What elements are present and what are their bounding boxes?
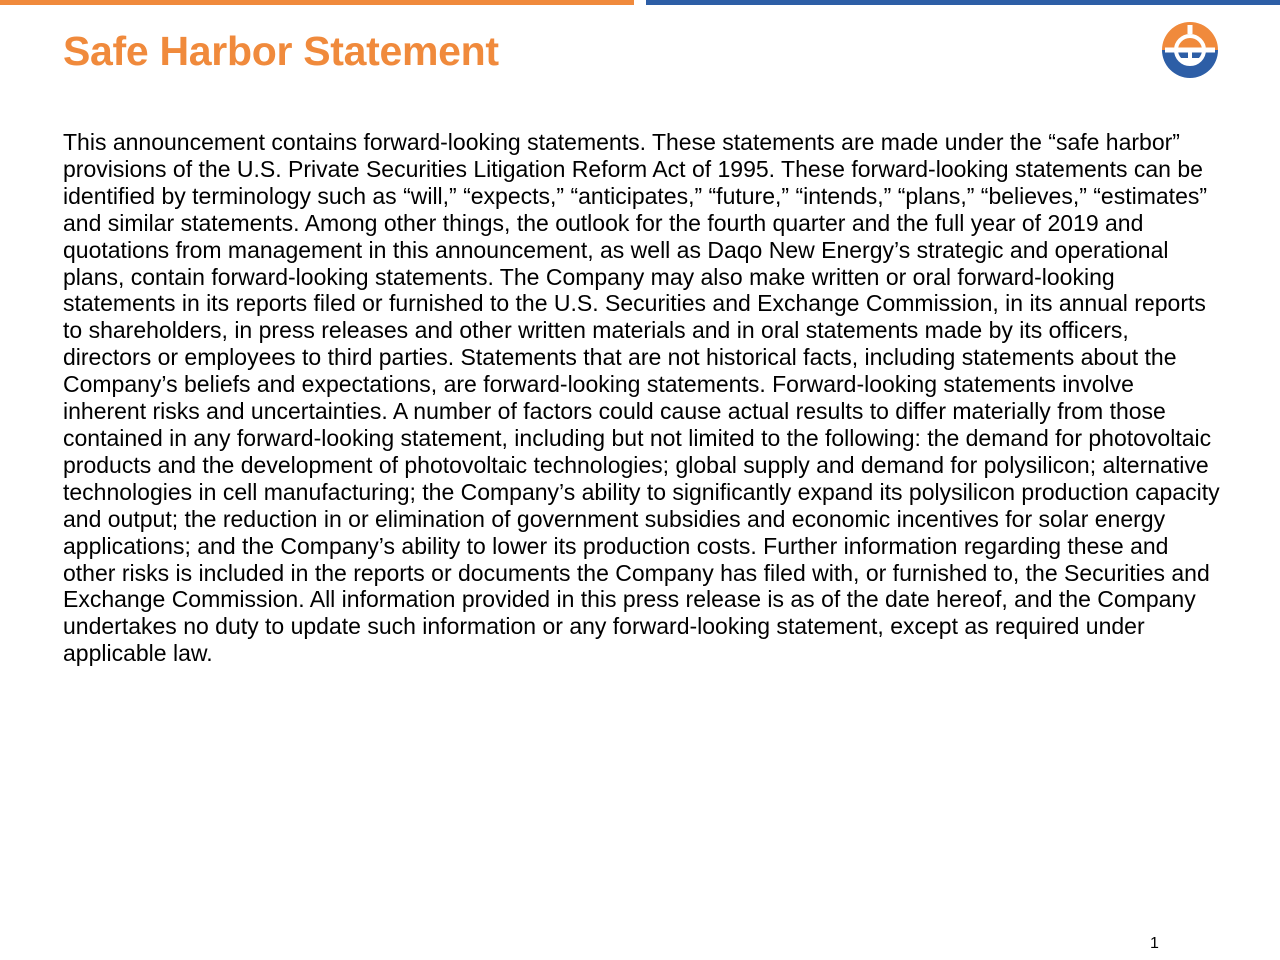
top-accent-bar-orange bbox=[0, 0, 634, 5]
logo-top-notch bbox=[1188, 25, 1193, 34]
page-number: 1 bbox=[1150, 935, 1159, 952]
slide-title: Safe Harbor Statement bbox=[63, 28, 499, 74]
company-logo-icon bbox=[1162, 22, 1218, 78]
logo-stem bbox=[1188, 50, 1192, 61]
safe-harbor-body-text: This announcement contains forward-looking statements. These statements are made under the “safe harbor” provisions of the U.S. Private Securities Litigation Reform Act of 1995. These forward-looking statements can be identified by terminology such as “will,” “expects,” “anticipates,” “future,” “intends,” “plans,” “believes,” “estimates” and similar statements. Among other things, the outlook for the fourth quarter and the full year of 2019 and quotations from management in this announcement, as well as Daqo New Energy’s strategic and operational plans, contain forward-looking statements. The Company may also make written or oral forward-looking statements in its reports filed or furnished to the U.S. Securities and Exchange Commission, in its annual reports to shareholders, in press releases and other written materials and in oral statements made by its officers, directors or employees to third parties. Statements that are not historical facts, including statements about the Company’s beliefs and expectations, are forward-looking statements. Forward-looking statements involve inherent risks and uncertainties. A number of factors could cause actual results to differ materially from those contained in any forward-looking statement, including but not limited to the following: the demand for photovoltaic products and the development of photovoltaic technologies; global supply and demand for polysilicon; alternative technologies in cell manufacturing; the Company’s ability to significantly expand its polysilicon production capacity and output; the reduction in or elimination of government subsidies and economic incentives for solar energy applications; and the Company’s ability to lower its production costs. Further information regarding these and other risks is included in the reports or documents the Company has filed with, or furnished to, the Securities and Exchange Commission. All information provided in this press release is as of the date hereof, and the Company undertakes no duty to update such information or any forward-looking statement, except as required under applicable law. bbox=[63, 129, 1220, 667]
top-accent-bar-blue bbox=[646, 0, 1280, 5]
